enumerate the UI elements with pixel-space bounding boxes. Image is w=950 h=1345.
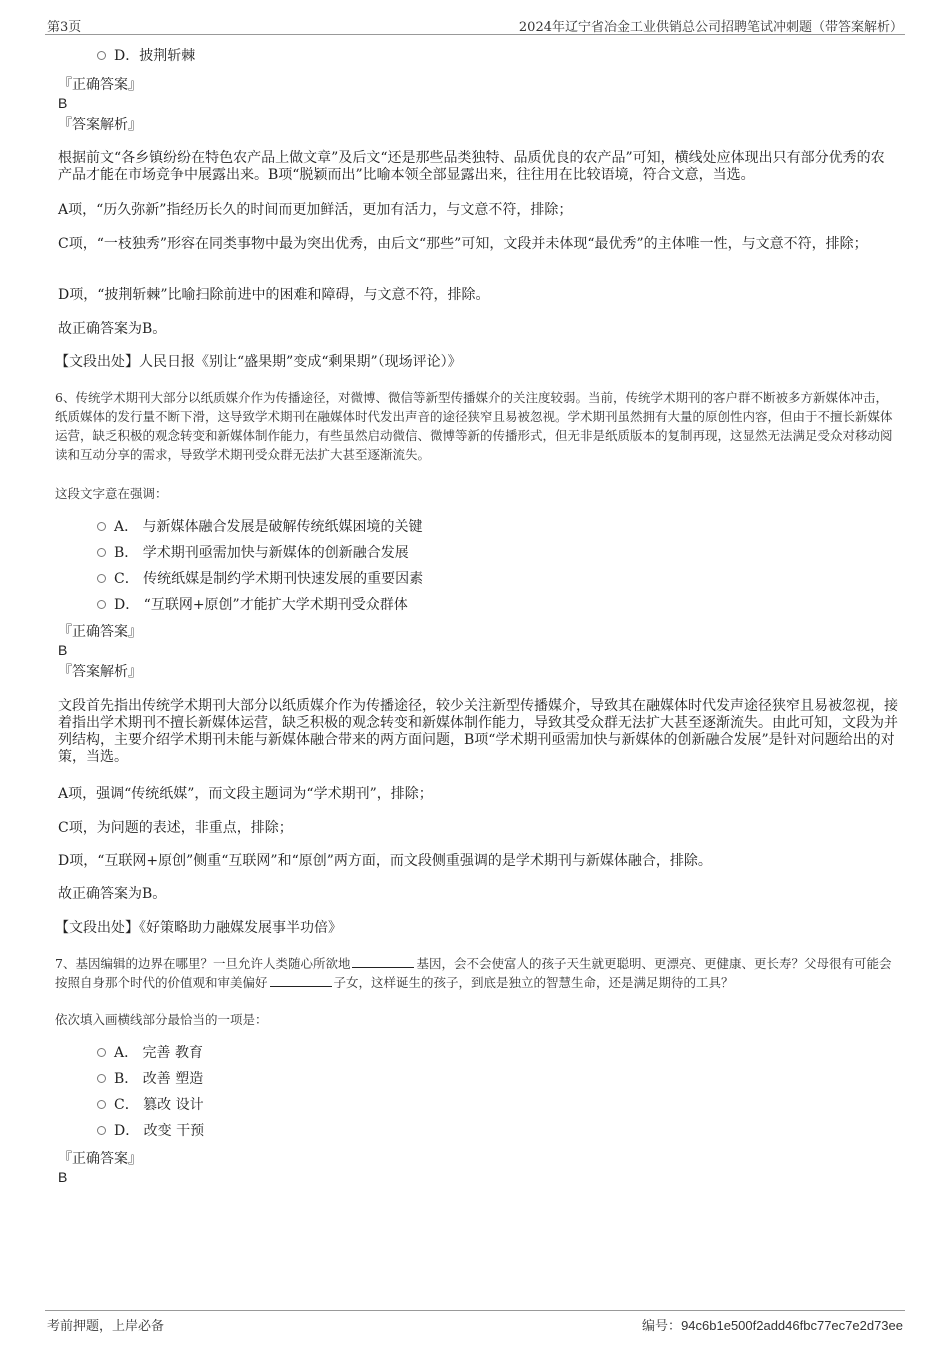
q7-text-part2: 基因，会不会使富人的孩子天生就更聪明、更漂亮、更健康、更长寿？父母很有可能会按照自身那个时代的价值观和审美偏好 <box>55 956 892 990</box>
q6-option-a[interactable] <box>97 517 423 537</box>
q6-option-b[interactable] <box>97 543 409 563</box>
q5-analysis: 根据前文“各乡镇纷纷在特色农产品上做文章”及后文“还是那些品类独特、品质优良的农产品”可知，横线处应体现出只有部分优秀的农产品才能在市场竞争中展露出来。B项“脱颖而出”比喻本领全部显露出来，往往用在比较语境，符合文意，当选。 <box>58 150 885 183</box>
option-label: D． 改变 干预 <box>114 1123 205 1139</box>
q7-text-part1: 7、基因编辑的边界在哪里？一旦允许人类随心所欲地 <box>55 956 351 971</box>
radio-icon[interactable] <box>97 1048 106 1057</box>
fill-blank-2 <box>270 973 332 987</box>
code-value: 94c6b1e500f2add46fbc77ec7e2d73ee <box>681 1318 903 1333</box>
option-label: B． 学术期刊亟需加快与新媒体的创新融合发展 <box>114 545 409 561</box>
q7-answer: B <box>58 1169 68 1185</box>
radio-icon[interactable] <box>97 522 106 531</box>
document-id <box>642 1315 903 1334</box>
q6-analysis-label: 『答案解析』 <box>58 664 142 680</box>
q5-conclusion: 故正确答案为B。 <box>58 321 167 337</box>
q6-d-note: D项，“互联网+原创”侧重“互联网”和“原创”两方面，而文段侧重强调的是学术期刊与新媒体融合，排除。 <box>58 853 712 869</box>
footer-slogan: 考前押题，上岸必备 <box>47 1319 165 1334</box>
q6-option-d[interactable] <box>97 595 408 615</box>
option-label: C． 传统纸媒是制约学术期刊快速发展的重要因素 <box>114 571 424 587</box>
q5-analysis-label: 『答案解析』 <box>58 117 142 133</box>
q6-conclusion: 故正确答案为B。 <box>58 886 167 902</box>
option-label: B． 改善 塑造 <box>114 1071 204 1087</box>
radio-icon[interactable] <box>97 600 106 609</box>
q7-text-part3: 子女，这样诞生的孩子，到底是独立的智慧生命，还是满足期待的工具？ <box>333 975 734 990</box>
q6-analysis: 文段首先指出传统学术期刊大部分以纸质媒介作为传播途径，较少关注新型传播媒介，导致其在融媒体时代发声途径狭窄且易被忽视，接着指出学术期刊不擅长新媒体运营，缺乏积极的观念转变和新媒体制作能力，导致其受众群无法扩大甚至逐渐流失。由此可知，文段为并列结构，主要介绍学术期刊未能与新媒体融合带来的两方面问题，B项“学术期刊亟需加快与新媒体的创新融合发展”是针对问题给出的对策，当选。 <box>58 698 898 765</box>
q7-prompt: 依次填入画横线部分最恰当的一项是： <box>55 1012 268 1027</box>
q5-answer: B <box>58 95 68 111</box>
q7-option-b[interactable] <box>97 1069 203 1089</box>
fill-blank-1 <box>352 954 414 968</box>
option-label: C． 篡改 设计 <box>114 1097 204 1113</box>
q7-text <box>55 954 900 992</box>
page-footer <box>45 1310 905 1334</box>
q7-answer-label: 『正确答案』 <box>58 1151 142 1167</box>
radio-icon[interactable] <box>97 548 106 557</box>
q5-option-d[interactable] <box>97 46 195 66</box>
radio-icon[interactable] <box>97 51 106 60</box>
q5-a-note: A项，“历久弥新”指经历长久的时间而更加鲜活，更加有活力，与文意不符，排除； <box>58 202 573 218</box>
radio-icon[interactable] <box>97 1074 106 1083</box>
q5-d-note: D项，“披荆斩棘”比喻扫除前进中的困难和障碍，与文意不符，排除。 <box>58 287 490 303</box>
q6-a-note: A项，强调“传统纸媒”，而文段主题词为“学术期刊”，排除； <box>58 786 433 802</box>
option-label: D． “互联网+原创”才能扩大学术期刊受众群体 <box>114 597 408 613</box>
q7-option-c[interactable] <box>97 1095 204 1115</box>
q6-answer-label: 『正确答案』 <box>58 624 142 640</box>
q6-source: 【文段出处】《好策略助力融媒发展事半功倍》 <box>55 920 342 936</box>
page-number: 第3页 <box>47 20 82 35</box>
q6-prompt: 这段文字意在强调： <box>55 486 168 501</box>
q6-option-c[interactable] <box>97 569 423 589</box>
document-title: 2024年辽宁省冶金工业供销总公司招聘笔试冲刺题（带答案解析） <box>518 20 903 35</box>
option-label: A． 完善 教育 <box>114 1045 204 1061</box>
q5-c-note: C项，“一枝独秀”形容在同类事物中最为突出优秀，由后文“那些”可知，文段并未体现“最优秀”的主体唯一性，与文意不符，排除； <box>58 236 868 252</box>
q5-source: 【文段出处】人民日报《别让“盛果期”变成“剩果期”（现场评论）》 <box>55 354 462 370</box>
radio-icon[interactable] <box>97 1100 106 1109</box>
q6-answer: B <box>58 642 68 658</box>
radio-icon[interactable] <box>97 574 106 583</box>
q7-option-a[interactable] <box>97 1043 203 1063</box>
page-header <box>45 14 905 35</box>
option-label: A． 与新媒体融合发展是破解传统纸媒困境的关键 <box>114 519 423 535</box>
q6-text: 6、传统学术期刊大部分以纸质媒介作为传播途径，对微博、微信等新型传播媒介的关注度较弱。当前，传统学术期刊的客户群不断被多方新媒体冲击，纸质媒体的发行量不断下滑，这导致学术期刊在融媒体时代发出声音的途径狭窄且易被忽视。学术期刊虽然拥有大量的原创性内容，但由于不擅长新媒体运营，缺乏积极的观念转变和新媒体制作能力，有些虽然启动微信、微博等新的传播形式，但无非是纸质版本的复制再现，这显然无法满足受众对移动阅读和互动分享的需求，导致学术期刊受众群无法扩大甚至逐渐流失。 <box>55 390 893 462</box>
q6-c-note: C项，为问题的表述，非重点，排除； <box>58 820 293 836</box>
q5-answer-label: 『正确答案』 <box>58 77 142 93</box>
option-label: D．披荆斩棘 <box>114 48 196 64</box>
q7-option-d[interactable] <box>97 1121 204 1141</box>
radio-icon[interactable] <box>97 1126 106 1135</box>
code-label: 编号： <box>642 1319 682 1334</box>
